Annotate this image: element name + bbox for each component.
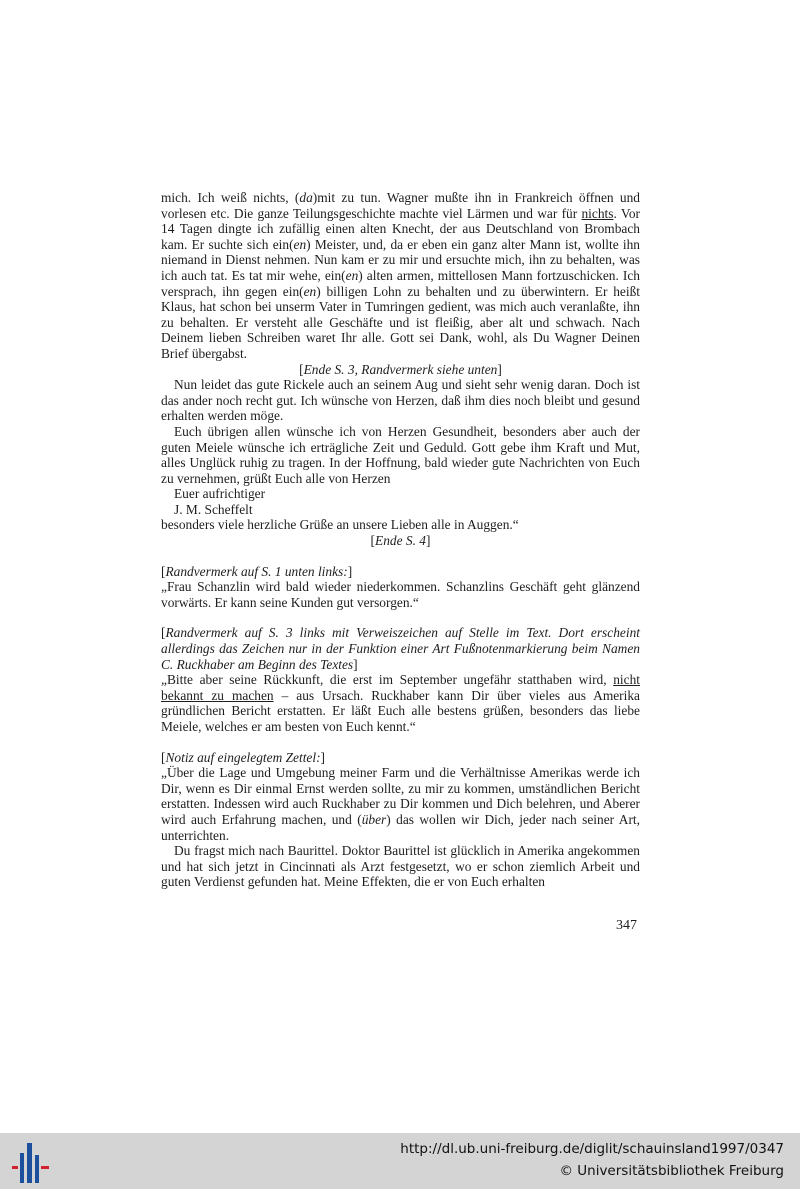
note-heading: [Randvermerk auf S. 1 unten links:] xyxy=(161,563,353,579)
signature: J. M. Scheffelt xyxy=(174,501,253,517)
note-heading: [Randvermerk auf S. 3 links mit Verweiszeichen auf Stelle im Text. Dort erscheint allerdings das Zeichen nur in der Funktion einer Art Fußnotenmarkierung beim Namen C. Ruckhaber am Beginn des Textes] xyxy=(161,625,640,672)
note-text: „Bitte aber seine Rückkunft, die erst im September ungefähr statthaben wird, nicht bekannt zu machen – aus Ursach. Ruckhaber kann Dir über vieles aus Amerika gründlichen Bericht erstatten. Er läßt Euch alle bestens grüßen, besonders das liebe Meiele, welches er am besten von Euch kennt.“ xyxy=(161,672,640,734)
paragraph: Nun leidet das gute Rickele auch an seinem Aug und sieht sehr wenig daran. Doch ist das ander noch recht gut. Ich wünsche von Herzen, daß ihm dies noch bleibt und gesund erhalten werden möge. xyxy=(161,377,640,424)
postscript: besonders viele herzliche Grüße an unsere Lieben alle in Auggen.“ xyxy=(161,517,519,533)
copyright-notice: © Universitätsbibliothek Freiburg xyxy=(559,1163,784,1179)
source-url[interactable]: http://dl.ub.uni-freiburg.de/diglit/schauinsland1997/0347 xyxy=(400,1141,784,1157)
note-text: Du fragst mich nach Baurittel. Doktor Baurittel ist glücklich in Amerika angekommen und hat sich jetzt in Cincinnati als Arzt festgesetzt, wo er schon ziemlich Arbeit und guten Verdienst gefunden hat. Meine Effekten, die er von Euch erhalten xyxy=(161,843,640,890)
note-text: „Frau Schanzlin wird bald wieder niederkommen. Schanzlins Geschäft geht glänzend vorwärts. Er kann seine Kunden gut versorgen.“ xyxy=(161,579,640,610)
page-number: 347 xyxy=(616,918,637,933)
footer-bar xyxy=(0,1133,800,1189)
note-text: „Über die Lage und Umgebung meiner Farm und die Verhältnisse Amerikas werde ich Dir, wenn es Dir einmal Ernst werden sollte, zu mir zu kommen, umständlichen Bericht erstatten. Indessen wird auch Ruckhaber zu Dir kommen und Dich belehren, und Aberer wird auch Erfahrung machen, und (über) das wollen wir Dich, jeder nach seiner Art, unterrichten. xyxy=(161,765,641,843)
editorial-marker: [Ende S. 4] xyxy=(370,533,431,549)
note-heading: [Notiz auf eingelegtem Zettel:] xyxy=(161,749,326,765)
paragraph: Euch übrigen allen wünsche ich von Herzen Gesundheit, besonders aber auch der guten Meiele wünsche ich erträgliche Zeit und Geduld. Gott gebe ihm Kraft und Mut, alles Unglück ruhig zu tragen. In der Hoffnung, bald wieder gute Nachrichten von Euch zu vernehmen, grüßt Euch alle von Herzen xyxy=(161,423,640,486)
document-page xyxy=(161,190,640,890)
ub-freiburg-logo-icon xyxy=(10,1141,52,1185)
closing-line: Euer aufrichtiger xyxy=(174,486,266,502)
editorial-marker: [Ende S. 3, Randvermerk siehe unten] xyxy=(299,361,502,377)
paragraph: mich. Ich weiß nichts, (da)mit zu tun. Wagner mußte ihn in Frankreich öffnen und vorlesen etc. Die ganze Teilungsgeschichte machte viel Lärmen und war für nichts. Vor 14 Tagen dingte ich zufällig einen alten Knecht, der aus Deutschland von Brombach kam. Er suchte sich ein(en) Meister, und, da er eben ein ganz alter Mann ist, wollte ihn niemand in Dienst nehmen. Nun kam er zu mir und ersuchte mich, ihn zu behalten, was ich auch tat. Es tat mir wehe, ein(en) alten armen, mittellosen Mann fortzuschicken. Ich versprach, ihn gegen ein(en) billigen Lohn zu behalten und zu überwintern. Er heißt Klaus, hat schon bei unserm Vater in Tumringen gedient, was mich auch veranlaßte, ihn zu behalten. Er versteht alle Geschäfte und ist fleißig, aber alt und schwach. Nach Deinem lieben Schreiben waret Ihr alle. Gott sei Dank, wohl, als Du Wagner Deinen Brief übergabst. xyxy=(161,190,641,361)
